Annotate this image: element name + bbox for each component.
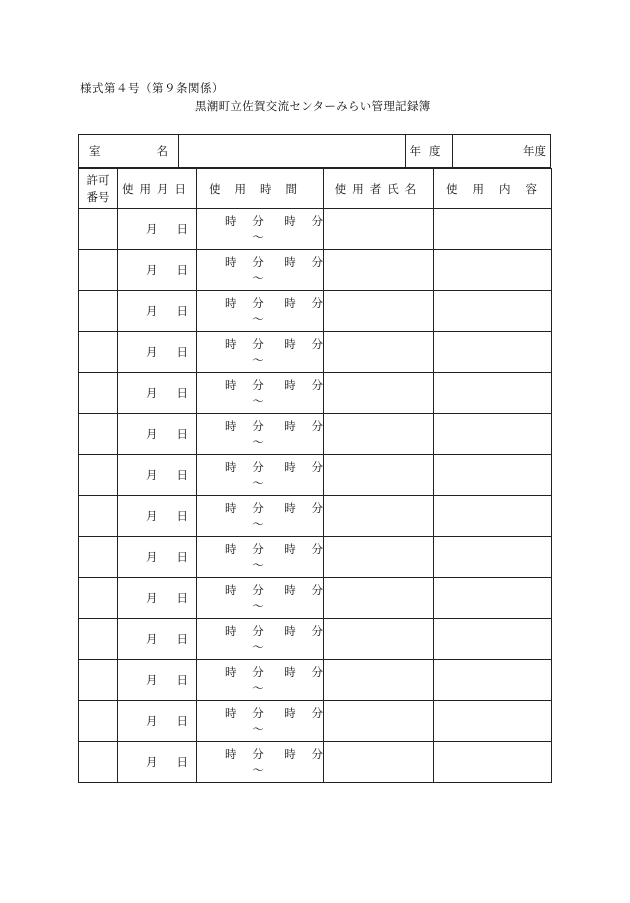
fiscal-year-suffix: 年度 — [523, 144, 546, 158]
form-number: 様式第４号（第９条関係） — [80, 81, 224, 95]
use-date-cell[interactable] — [118, 496, 197, 537]
use-content-cell[interactable] — [434, 660, 552, 701]
end-hour-label: 時 — [284, 419, 296, 433]
room-name-label — [79, 135, 179, 167]
end-minute-label: 分 — [311, 296, 324, 310]
fiscal-year-label: 年度 — [406, 135, 453, 167]
use-content-char-3: 内 — [499, 181, 511, 196]
start-minute-label: 分～ — [252, 296, 264, 326]
use-time-cell[interactable] — [197, 537, 324, 578]
start-hour-label: 時 — [225, 747, 237, 761]
end-hour-label: 時 — [284, 542, 296, 556]
end-minute-label: 分 — [311, 624, 324, 638]
start-minute-label: 分～ — [252, 378, 264, 408]
start-hour-label: 時 — [225, 542, 237, 556]
table-row — [79, 742, 552, 783]
permit-number-cell[interactable] — [79, 455, 118, 496]
end-minute-label: 分 — [311, 214, 324, 228]
table-row — [79, 537, 552, 578]
day-label: 日 — [176, 304, 188, 318]
use-content-cell[interactable] — [434, 578, 552, 619]
end-minute-label: 分 — [311, 419, 324, 433]
user-name-cell[interactable] — [324, 578, 434, 619]
user-name-cell[interactable] — [324, 291, 434, 332]
permit-number-cell[interactable] — [79, 660, 118, 701]
month-label: 月 — [146, 755, 158, 769]
start-minute-label: 分～ — [252, 747, 264, 777]
use-time-cell[interactable] — [197, 742, 324, 783]
end-minute-label: 分 — [311, 747, 324, 761]
use-content-cell[interactable] — [434, 250, 552, 291]
use-date-cell[interactable] — [118, 373, 197, 414]
month-label: 月 — [146, 304, 158, 318]
end-hour-label: 時 — [284, 255, 296, 269]
end-hour-label: 時 — [284, 337, 296, 351]
month-label: 月 — [146, 550, 158, 564]
table-row — [79, 619, 552, 660]
month-label: 月 — [146, 345, 158, 359]
usage-log-table — [78, 168, 552, 783]
day-label: 日 — [176, 468, 188, 482]
start-minute-label: 分～ — [252, 706, 264, 736]
end-hour-label: 時 — [284, 747, 296, 761]
permit-number-cell[interactable] — [79, 291, 118, 332]
end-hour-label: 時 — [284, 296, 296, 310]
start-minute-label: 分～ — [252, 214, 264, 244]
table-row — [79, 332, 552, 373]
end-hour-label: 時 — [284, 378, 296, 392]
permit-number-cell[interactable] — [79, 578, 118, 619]
use-time-cell[interactable] — [197, 578, 324, 619]
header-user-name — [324, 169, 434, 209]
use-content-cell[interactable] — [434, 619, 552, 660]
user-name-cell[interactable] — [324, 332, 434, 373]
end-minute-label: 分 — [311, 501, 324, 515]
day-label: 日 — [176, 591, 188, 605]
table-row — [79, 701, 552, 742]
end-hour-label: 時 — [284, 624, 296, 638]
use-content-cell[interactable] — [434, 209, 552, 250]
use-date-cell[interactable] — [118, 332, 197, 373]
use-date-cell[interactable] — [118, 619, 197, 660]
use-time-cell[interactable] — [197, 496, 324, 537]
permit-number-cell[interactable] — [79, 537, 118, 578]
day-label: 日 — [176, 673, 188, 687]
day-label: 日 — [176, 345, 188, 359]
start-hour-label: 時 — [225, 665, 237, 679]
start-minute-label: 分～ — [252, 337, 264, 367]
table-row — [79, 250, 552, 291]
use-content-cell[interactable] — [434, 537, 552, 578]
use-date-cell[interactable] — [118, 578, 197, 619]
use-time-cell[interactable] — [197, 373, 324, 414]
permit-number-cell[interactable] — [79, 209, 118, 250]
start-hour-label: 時 — [225, 337, 237, 351]
use-date-cell[interactable] — [118, 250, 197, 291]
use-time-cell[interactable] — [197, 291, 324, 332]
page-title: 黒潮町立佐賀交流センターみらい管理記録簿 — [195, 99, 431, 113]
use-date-cell[interactable] — [118, 660, 197, 701]
start-minute-label: 分～ — [252, 419, 264, 449]
end-hour-label: 時 — [284, 460, 296, 474]
end-hour-label: 時 — [284, 583, 296, 597]
permit-number-cell[interactable] — [79, 496, 118, 537]
use-date-cell[interactable] — [118, 701, 197, 742]
permit-number-cell[interactable] — [79, 414, 118, 455]
use-time-cell[interactable] — [197, 414, 324, 455]
permit-number-cell[interactable] — [79, 701, 118, 742]
month-label: 月 — [146, 386, 158, 400]
month-label: 月 — [146, 632, 158, 646]
use-time-cell[interactable] — [197, 209, 324, 250]
use-date-cell[interactable] — [118, 414, 197, 455]
permit-label-line-2: 番号 — [86, 189, 110, 204]
table-row — [79, 414, 552, 455]
end-minute-label: 分 — [311, 665, 324, 679]
use-time-cell[interactable] — [197, 619, 324, 660]
month-label: 月 — [146, 714, 158, 728]
use-time-cell[interactable] — [197, 250, 324, 291]
use-content-char-2: 用 — [472, 181, 484, 196]
month-label: 月 — [146, 509, 158, 523]
day-label: 日 — [176, 714, 188, 728]
day-label: 日 — [176, 222, 188, 236]
header-use-content — [434, 169, 552, 209]
month-label: 月 — [146, 263, 158, 277]
start-hour-label: 時 — [225, 296, 237, 310]
room-name-field[interactable] — [179, 135, 406, 167]
table-row — [79, 660, 552, 701]
use-content-char-1: 使 — [446, 181, 458, 196]
room-label-part-2: 名 — [156, 144, 168, 158]
start-hour-label: 時 — [225, 255, 237, 269]
start-minute-label: 分～ — [252, 460, 264, 490]
end-minute-label: 分 — [311, 337, 324, 351]
month-label: 月 — [146, 591, 158, 605]
day-label: 日 — [176, 263, 188, 277]
table-row — [79, 578, 552, 619]
table-row — [79, 496, 552, 537]
end-minute-label: 分 — [311, 542, 324, 556]
start-minute-label: 分～ — [252, 665, 264, 695]
start-hour-label: 時 — [225, 624, 237, 638]
day-label: 日 — [176, 386, 188, 400]
permit-number-cell[interactable] — [79, 373, 118, 414]
end-minute-label: 分 — [311, 706, 324, 720]
user-name-cell[interactable] — [324, 742, 434, 783]
user-name-cell[interactable] — [324, 250, 434, 291]
use-date-cell[interactable] — [118, 209, 197, 250]
use-content-cell[interactable] — [434, 291, 552, 332]
permit-label-line-1: 許可 — [86, 172, 110, 187]
permit-number-cell[interactable] — [79, 742, 118, 783]
user-name-cell[interactable] — [324, 455, 434, 496]
day-label: 日 — [176, 755, 188, 769]
month-label: 月 — [146, 222, 158, 236]
user-name-cell[interactable] — [324, 373, 434, 414]
start-hour-label: 時 — [225, 419, 237, 433]
user-name-cell[interactable] — [324, 619, 434, 660]
use-time-cell[interactable] — [197, 332, 324, 373]
start-hour-label: 時 — [225, 583, 237, 597]
use-content-char-4: 容 — [525, 181, 537, 196]
end-minute-label: 分 — [311, 255, 324, 269]
start-minute-label: 分～ — [252, 624, 264, 654]
month-label: 月 — [146, 673, 158, 687]
use-content-cell[interactable] — [434, 455, 552, 496]
user-name-cell[interactable] — [324, 496, 434, 537]
use-content-cell[interactable] — [434, 496, 552, 537]
table-row — [79, 373, 552, 414]
header-use-date — [118, 169, 197, 209]
end-hour-label: 時 — [284, 501, 296, 515]
user-name-cell[interactable] — [324, 414, 434, 455]
use-date-label: 使用月日 — [122, 181, 192, 196]
month-label: 月 — [146, 427, 158, 441]
user-name-cell[interactable] — [324, 537, 434, 578]
table-row — [79, 209, 552, 250]
use-time-cell[interactable] — [197, 701, 324, 742]
day-label: 日 — [176, 550, 188, 564]
end-minute-label: 分 — [311, 583, 324, 597]
fiscal-year-field[interactable] — [453, 135, 550, 167]
permit-number-cell[interactable] — [79, 250, 118, 291]
header-box — [78, 134, 551, 168]
room-label-part-1: 室 — [89, 144, 101, 158]
use-content-cell[interactable] — [434, 373, 552, 414]
use-content-cell[interactable] — [434, 414, 552, 455]
table-header-row — [79, 169, 552, 209]
usage-log-body — [79, 209, 552, 783]
use-time-cell[interactable] — [197, 455, 324, 496]
day-label: 日 — [176, 509, 188, 523]
user-name-label: 使用者氏名 — [334, 181, 423, 196]
table-row — [79, 291, 552, 332]
use-date-cell[interactable] — [118, 537, 197, 578]
use-date-cell[interactable] — [118, 455, 197, 496]
table-row — [79, 455, 552, 496]
start-hour-label: 時 — [225, 706, 237, 720]
start-hour-label: 時 — [225, 501, 237, 515]
end-minute-label: 分 — [311, 460, 324, 474]
header-permit-number — [79, 169, 118, 209]
start-minute-label: 分～ — [252, 583, 264, 613]
use-time-cell[interactable] — [197, 660, 324, 701]
start-hour-label: 時 — [225, 460, 237, 474]
start-minute-label: 分～ — [252, 542, 264, 572]
end-hour-label: 時 — [284, 214, 296, 228]
use-content-cell[interactable] — [434, 332, 552, 373]
use-date-cell[interactable] — [118, 291, 197, 332]
use-time-label: 使用時間 — [209, 181, 311, 196]
start-minute-label: 分～ — [252, 255, 264, 285]
start-hour-label: 時 — [225, 214, 237, 228]
use-content-cell[interactable] — [434, 742, 552, 783]
use-date-cell[interactable] — [118, 742, 197, 783]
use-content-cell[interactable] — [434, 701, 552, 742]
month-label: 月 — [146, 468, 158, 482]
end-minute-label: 分 — [311, 378, 324, 392]
header-use-time — [197, 169, 324, 209]
user-name-cell[interactable] — [324, 660, 434, 701]
end-hour-label: 時 — [284, 706, 296, 720]
user-name-cell[interactable] — [324, 701, 434, 742]
day-label: 日 — [176, 632, 188, 646]
permit-number-cell[interactable] — [79, 619, 118, 660]
user-name-cell[interactable] — [324, 209, 434, 250]
start-hour-label: 時 — [225, 378, 237, 392]
day-label: 日 — [176, 427, 188, 441]
permit-number-cell[interactable] — [79, 332, 118, 373]
end-hour-label: 時 — [284, 665, 296, 679]
start-minute-label: 分～ — [252, 501, 264, 531]
